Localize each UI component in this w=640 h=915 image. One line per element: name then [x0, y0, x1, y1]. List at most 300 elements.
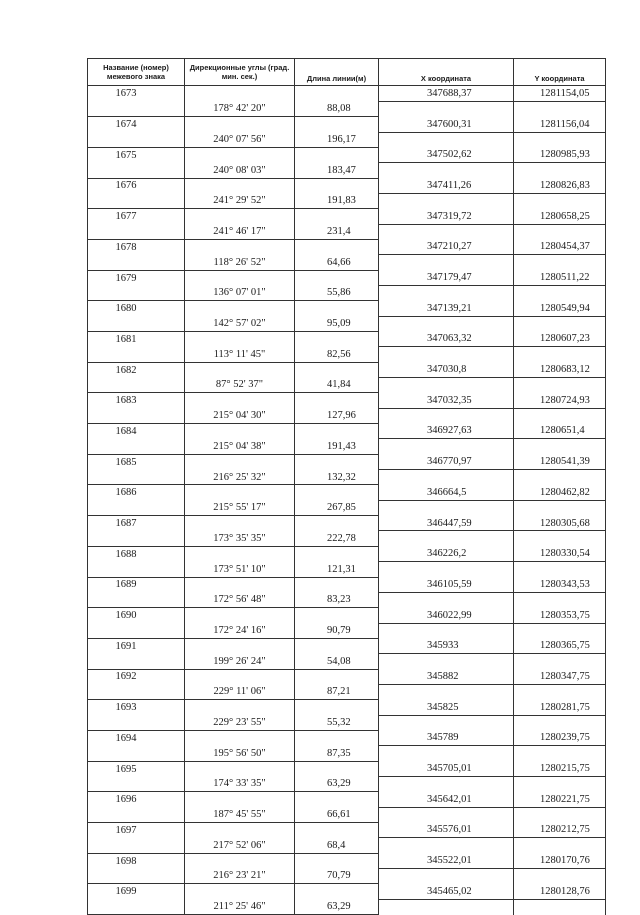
direction-angle: 199° 26' 24": [185, 654, 295, 669]
line-length: 63,29: [295, 776, 379, 791]
y-cell-empty: [514, 838, 606, 853]
line-row: [88, 807, 606, 822]
point-name: 1691: [88, 638, 185, 653]
header-length: Длина линии(м): [295, 59, 379, 86]
x-cell-empty: [379, 623, 514, 638]
name-cell-empty: [88, 776, 185, 791]
name-cell-empty: [88, 562, 185, 577]
direction-cell-empty: [185, 301, 295, 316]
y-cell-empty: [514, 531, 606, 546]
point-name: 1685: [88, 454, 185, 469]
direction-cell-empty: [185, 792, 295, 807]
x-coordinate: 345576,01: [379, 823, 514, 838]
y-cell-empty: [514, 899, 606, 914]
x-coordinate: 347030,8: [379, 362, 514, 377]
length-cell-empty: [295, 608, 379, 623]
x-cell-empty: [379, 746, 514, 761]
x-coordinate: 345522,01: [379, 853, 514, 868]
point-row: [88, 454, 606, 469]
x-cell-empty: [379, 470, 514, 485]
point-row: [88, 884, 606, 899]
x-coordinate: 347032,35: [379, 393, 514, 408]
direction-angle: 195° 56' 50": [185, 746, 295, 761]
boundary-points-table: [87, 58, 606, 915]
point-row: [88, 393, 606, 408]
length-cell-empty: [295, 884, 379, 899]
direction-cell-empty: [185, 546, 295, 561]
line-length: 231,4: [295, 224, 379, 239]
x-coordinate: 346226,2: [379, 546, 514, 561]
header-y: Y координата: [514, 59, 606, 86]
y-cell-empty: [514, 101, 606, 116]
x-coordinate: 347688,37: [379, 86, 514, 102]
line-row: [88, 132, 606, 147]
point-name: 1693: [88, 700, 185, 715]
name-cell-empty: [88, 654, 185, 669]
line-row: [88, 776, 606, 791]
line-row: [88, 654, 606, 669]
x-cell-empty: [379, 101, 514, 116]
direction-angle: 216° 25' 32": [185, 470, 295, 485]
direction-cell-empty: [185, 270, 295, 285]
y-coordinate: 1280305,68: [514, 516, 606, 531]
line-length: 191,83: [295, 193, 379, 208]
x-coordinate: 345642,01: [379, 792, 514, 807]
y-cell-empty: [514, 623, 606, 638]
direction-angle: 174° 33' 35": [185, 776, 295, 791]
name-cell-empty: [88, 807, 185, 822]
y-cell-empty: [514, 378, 606, 393]
y-cell-empty: [514, 439, 606, 454]
y-coordinate: 1280454,37: [514, 239, 606, 254]
x-cell-empty: [379, 562, 514, 577]
line-row: [88, 500, 606, 515]
length-cell-empty: [295, 393, 379, 408]
y-cell-empty: [514, 408, 606, 423]
length-cell-empty: [295, 362, 379, 377]
point-row: [88, 117, 606, 132]
header-name: Название (номер) межевого знака: [88, 59, 185, 86]
name-cell-empty: [88, 899, 185, 914]
y-coordinate: 1280651,4: [514, 424, 606, 439]
y-coordinate: 1280128,76: [514, 884, 606, 899]
point-name: 1694: [88, 730, 185, 745]
x-coordinate: 345789: [379, 730, 514, 745]
x-coordinate: 347210,27: [379, 239, 514, 254]
length-cell-empty: [295, 485, 379, 500]
y-coordinate: 1280343,53: [514, 577, 606, 592]
name-cell-empty: [88, 224, 185, 239]
length-cell-empty: [295, 700, 379, 715]
point-row: [88, 669, 606, 684]
y-coordinate: 1280215,75: [514, 761, 606, 776]
line-length: 132,32: [295, 470, 379, 485]
name-cell-empty: [88, 255, 185, 270]
y-cell-empty: [514, 715, 606, 730]
point-row: [88, 638, 606, 653]
name-cell-empty: [88, 470, 185, 485]
line-length: 267,85: [295, 500, 379, 515]
point-name: 1676: [88, 178, 185, 193]
x-cell-empty: [379, 684, 514, 699]
y-cell-empty: [514, 347, 606, 362]
length-cell-empty: [295, 853, 379, 868]
y-coordinate: 1280221,75: [514, 792, 606, 807]
y-cell-empty: [514, 746, 606, 761]
y-coordinate: 1280511,22: [514, 270, 606, 285]
line-row: [88, 899, 606, 914]
point-name: 1686: [88, 485, 185, 500]
y-cell-empty: [514, 316, 606, 331]
point-name: 1677: [88, 209, 185, 224]
line-row: [88, 378, 606, 393]
point-name: 1695: [88, 761, 185, 776]
x-coordinate: 345825: [379, 700, 514, 715]
point-row: [88, 792, 606, 807]
direction-cell-empty: [185, 178, 295, 193]
coordinates-sheet: [87, 58, 605, 915]
length-cell-empty: [295, 424, 379, 439]
line-length: 82,56: [295, 347, 379, 362]
line-row: [88, 101, 606, 116]
y-coordinate: 1280724,93: [514, 393, 606, 408]
line-row: [88, 470, 606, 485]
length-cell-empty: [295, 577, 379, 592]
direction-cell-empty: [185, 669, 295, 684]
direction-angle: 136° 07' 01": [185, 285, 295, 300]
line-row: [88, 869, 606, 884]
x-cell-empty: [379, 316, 514, 331]
y-coordinate: 1280462,82: [514, 485, 606, 500]
line-length: 68,4: [295, 838, 379, 853]
name-cell-empty: [88, 500, 185, 515]
x-coordinate: 347139,21: [379, 301, 514, 316]
line-length: 183,47: [295, 163, 379, 178]
y-coordinate: 1280365,75: [514, 638, 606, 653]
name-cell-empty: [88, 623, 185, 638]
direction-angle: 215° 55' 17": [185, 500, 295, 515]
y-coordinate: 1281154,05: [514, 86, 606, 102]
y-cell-empty: [514, 132, 606, 147]
x-cell-empty: [379, 163, 514, 178]
point-name: 1678: [88, 239, 185, 254]
name-cell-empty: [88, 684, 185, 699]
y-coordinate: 1280549,94: [514, 301, 606, 316]
x-coordinate: 346447,59: [379, 516, 514, 531]
line-length: 222,78: [295, 531, 379, 546]
y-coordinate: 1280826,83: [514, 178, 606, 193]
length-cell-empty: [295, 332, 379, 347]
line-length: 55,32: [295, 715, 379, 730]
direction-angle: 216° 23' 21": [185, 869, 295, 884]
line-row: [88, 316, 606, 331]
line-length: 63,29: [295, 899, 379, 914]
line-length: 87,21: [295, 684, 379, 699]
direction-angle: 215° 04' 38": [185, 439, 295, 454]
length-cell-empty: [295, 730, 379, 745]
direction-cell-empty: [185, 853, 295, 868]
name-cell-empty: [88, 439, 185, 454]
name-cell-empty: [88, 838, 185, 853]
y-coordinate: 1280281,75: [514, 700, 606, 715]
point-row: [88, 853, 606, 868]
point-row: [88, 239, 606, 254]
y-cell-empty: [514, 869, 606, 884]
x-cell-empty: [379, 654, 514, 669]
y-cell-empty: [514, 470, 606, 485]
point-name: 1687: [88, 516, 185, 531]
point-name: 1689: [88, 577, 185, 592]
line-row: [88, 255, 606, 270]
name-cell-empty: [88, 132, 185, 147]
point-row: [88, 516, 606, 531]
point-row: [88, 577, 606, 592]
line-row: [88, 408, 606, 423]
direction-angle: 215° 04' 30": [185, 408, 295, 423]
y-cell-empty: [514, 562, 606, 577]
y-cell-empty: [514, 285, 606, 300]
line-row: [88, 715, 606, 730]
name-cell-empty: [88, 869, 185, 884]
direction-cell-empty: [185, 516, 295, 531]
x-coordinate: 346664,5: [379, 485, 514, 500]
x-cell-empty: [379, 899, 514, 914]
x-coordinate: 347063,32: [379, 332, 514, 347]
x-cell-empty: [379, 592, 514, 607]
direction-cell-empty: [185, 332, 295, 347]
length-cell-empty: [295, 823, 379, 838]
header-x: X координата: [379, 59, 514, 86]
x-cell-empty: [379, 132, 514, 147]
name-cell-empty: [88, 746, 185, 761]
point-row: [88, 608, 606, 623]
point-name: 1684: [88, 424, 185, 439]
direction-angle: 178° 42' 20": [185, 101, 295, 116]
x-coordinate: 346105,59: [379, 577, 514, 592]
direction-angle: 211° 25' 46": [185, 899, 295, 914]
direction-angle: 240° 07' 56": [185, 132, 295, 147]
name-cell-empty: [88, 163, 185, 178]
line-row: [88, 838, 606, 853]
line-length: 196,17: [295, 132, 379, 147]
direction-angle: 241° 46' 17": [185, 224, 295, 239]
x-coordinate: 346770,97: [379, 454, 514, 469]
table-body: [88, 86, 606, 915]
line-length: 66,61: [295, 807, 379, 822]
x-cell-empty: [379, 807, 514, 822]
x-cell-empty: [379, 500, 514, 515]
name-cell-empty: [88, 101, 185, 116]
name-cell-empty: [88, 592, 185, 607]
line-length: 191,43: [295, 439, 379, 454]
y-cell-empty: [514, 592, 606, 607]
point-name: 1699: [88, 884, 185, 899]
y-cell-empty: [514, 163, 606, 178]
name-cell-empty: [88, 316, 185, 331]
point-row: [88, 761, 606, 776]
y-cell-empty: [514, 684, 606, 699]
length-cell-empty: [295, 301, 379, 316]
point-row: [88, 270, 606, 285]
direction-angle: 229° 11' 06": [185, 684, 295, 699]
x-coordinate: 347502,62: [379, 147, 514, 162]
y-cell-empty: [514, 500, 606, 515]
y-cell-empty: [514, 255, 606, 270]
line-length: 54,08: [295, 654, 379, 669]
length-cell-empty: [295, 147, 379, 162]
y-cell-empty: [514, 654, 606, 669]
name-cell-empty: [88, 715, 185, 730]
table-header: [88, 59, 606, 86]
length-cell-empty: [295, 270, 379, 285]
x-coordinate: 346022,99: [379, 608, 514, 623]
line-row: [88, 592, 606, 607]
direction-angle: 187° 45' 55": [185, 807, 295, 822]
point-name: 1673: [88, 86, 185, 102]
length-cell-empty: [295, 239, 379, 254]
name-cell-empty: [88, 408, 185, 423]
x-cell-empty: [379, 776, 514, 791]
point-row: [88, 730, 606, 745]
point-name: 1688: [88, 546, 185, 561]
y-coordinate: 1280347,75: [514, 669, 606, 684]
direction-cell-empty: [185, 86, 295, 102]
direction-cell-empty: [185, 393, 295, 408]
line-length: 83,23: [295, 592, 379, 607]
direction-angle: 173° 51' 10": [185, 562, 295, 577]
direction-cell-empty: [185, 454, 295, 469]
length-cell-empty: [295, 86, 379, 102]
line-row: [88, 746, 606, 761]
length-cell-empty: [295, 669, 379, 684]
name-cell-empty: [88, 531, 185, 546]
y-cell-empty: [514, 224, 606, 239]
line-row: [88, 285, 606, 300]
name-cell-empty: [88, 347, 185, 362]
name-cell-empty: [88, 193, 185, 208]
point-row: [88, 147, 606, 162]
point-row: [88, 332, 606, 347]
x-cell-empty: [379, 347, 514, 362]
header-direction: Дирекционные углы (град. мин. сек.): [185, 59, 295, 86]
x-coordinate: 347411,26: [379, 178, 514, 193]
direction-cell-empty: [185, 424, 295, 439]
line-row: [88, 224, 606, 239]
direction-cell-empty: [185, 239, 295, 254]
point-name: 1690: [88, 608, 185, 623]
length-cell-empty: [295, 454, 379, 469]
direction-angle: 217° 52' 06": [185, 838, 295, 853]
direction-cell-empty: [185, 209, 295, 224]
line-row: [88, 623, 606, 638]
length-cell-empty: [295, 638, 379, 653]
length-cell-empty: [295, 761, 379, 776]
x-cell-empty: [379, 285, 514, 300]
length-cell-empty: [295, 178, 379, 193]
point-name: 1696: [88, 792, 185, 807]
direction-angle: 118° 26' 52": [185, 255, 295, 270]
direction-cell-empty: [185, 485, 295, 500]
line-length: 70,79: [295, 869, 379, 884]
x-cell-empty: [379, 193, 514, 208]
line-length: 87,35: [295, 746, 379, 761]
y-coordinate: 1280658,25: [514, 209, 606, 224]
length-cell-empty: [295, 792, 379, 807]
direction-cell-empty: [185, 147, 295, 162]
point-name: 1692: [88, 669, 185, 684]
direction-angle: 173° 35' 35": [185, 531, 295, 546]
x-coordinate: 347179,47: [379, 270, 514, 285]
x-coordinate: 345465,02: [379, 884, 514, 899]
direction-angle: 240° 08' 03": [185, 163, 295, 178]
line-length: 121,31: [295, 562, 379, 577]
name-cell-empty: [88, 378, 185, 393]
line-length: 127,96: [295, 408, 379, 423]
x-coordinate: 345933: [379, 638, 514, 653]
y-cell-empty: [514, 193, 606, 208]
direction-cell-empty: [185, 608, 295, 623]
direction-angle: 142° 57' 02": [185, 316, 295, 331]
direction-angle: 241° 29' 52": [185, 193, 295, 208]
x-cell-empty: [379, 408, 514, 423]
point-name: 1681: [88, 332, 185, 347]
x-cell-empty: [379, 531, 514, 546]
point-name: 1680: [88, 301, 185, 316]
point-row: [88, 700, 606, 715]
y-coordinate: 1280239,75: [514, 730, 606, 745]
point-row: [88, 485, 606, 500]
line-row: [88, 531, 606, 546]
direction-angle: 113° 11' 45": [185, 347, 295, 362]
point-name: 1682: [88, 362, 185, 377]
point-name: 1698: [88, 853, 185, 868]
line-length: 41,84: [295, 378, 379, 393]
name-cell-empty: [88, 285, 185, 300]
line-length: 95,09: [295, 316, 379, 331]
y-coordinate: 1281156,04: [514, 117, 606, 132]
point-name: 1675: [88, 147, 185, 162]
direction-cell-empty: [185, 362, 295, 377]
line-row: [88, 193, 606, 208]
x-cell-empty: [379, 838, 514, 853]
point-name: 1697: [88, 823, 185, 838]
line-length: 88,08: [295, 101, 379, 116]
direction-cell-empty: [185, 761, 295, 776]
x-cell-empty: [379, 378, 514, 393]
point-name: 1674: [88, 117, 185, 132]
line-row: [88, 163, 606, 178]
y-coordinate: 1280607,23: [514, 332, 606, 347]
x-cell-empty: [379, 255, 514, 270]
line-length: 90,79: [295, 623, 379, 638]
point-row: [88, 178, 606, 193]
x-cell-empty: [379, 715, 514, 730]
y-coordinate: 1280212,75: [514, 823, 606, 838]
y-coordinate: 1280170,76: [514, 853, 606, 868]
line-length: 64,66: [295, 255, 379, 270]
direction-cell-empty: [185, 700, 295, 715]
x-cell-empty: [379, 869, 514, 884]
x-coordinate: 347319,72: [379, 209, 514, 224]
x-coordinate: 345705,01: [379, 761, 514, 776]
point-row: [88, 362, 606, 377]
point-name: 1683: [88, 393, 185, 408]
x-coordinate: 346927,63: [379, 424, 514, 439]
line-row: [88, 684, 606, 699]
length-cell-empty: [295, 516, 379, 531]
direction-cell-empty: [185, 117, 295, 132]
direction-cell-empty: [185, 638, 295, 653]
